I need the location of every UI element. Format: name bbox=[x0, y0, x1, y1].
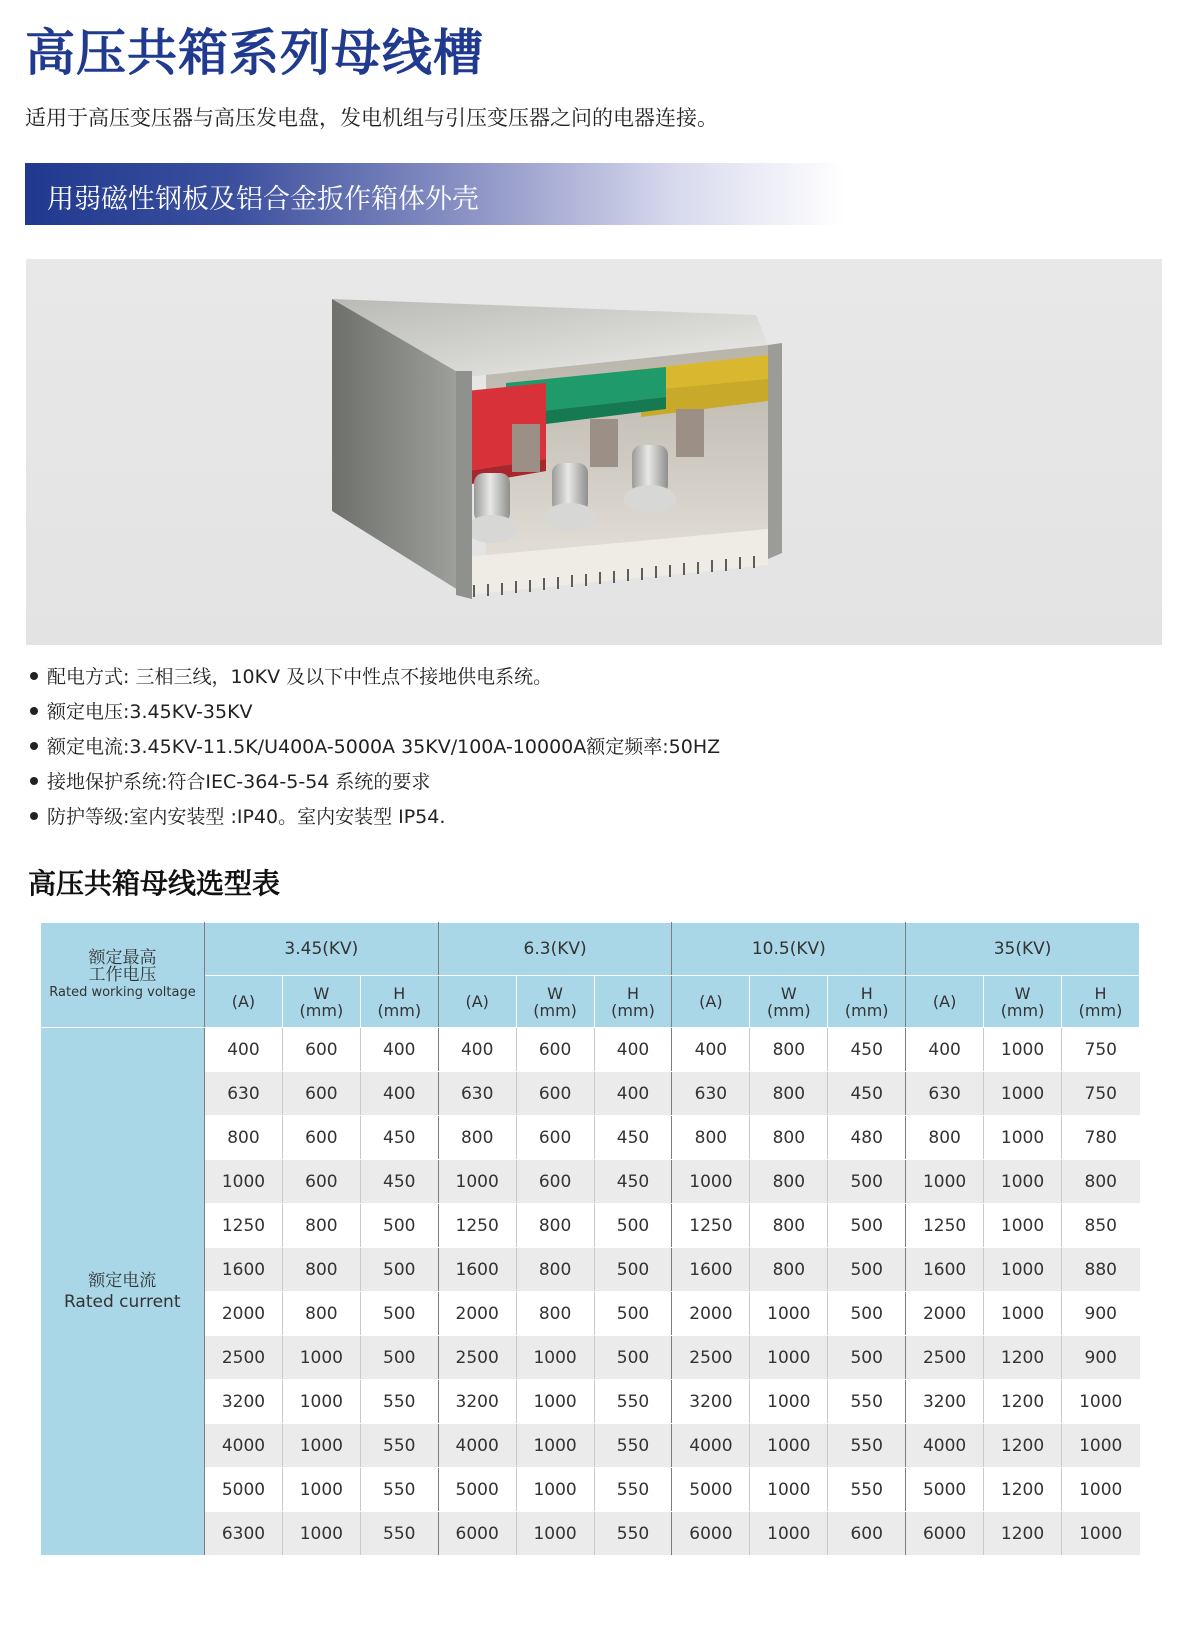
table-cell: 5000 bbox=[672, 1468, 750, 1512]
table-cell: 600 bbox=[516, 1116, 594, 1160]
table-cell: 1000 bbox=[282, 1336, 360, 1380]
table-cell: 1250 bbox=[672, 1204, 750, 1248]
table-cell: 2500 bbox=[672, 1336, 750, 1380]
table-cell: 550 bbox=[828, 1380, 906, 1424]
table-row bbox=[41, 1072, 1140, 1116]
table-cell: 1000 bbox=[1061, 1380, 1139, 1424]
table-cell: 800 bbox=[750, 1028, 828, 1072]
table-cell: 850 bbox=[1061, 1204, 1139, 1248]
table-cell: 630 bbox=[205, 1072, 283, 1116]
table-cell: 450 bbox=[828, 1028, 906, 1072]
table-cell: 400 bbox=[360, 1072, 438, 1116]
table-cell: 400 bbox=[360, 1028, 438, 1072]
table-cell: 800 bbox=[750, 1204, 828, 1248]
table-cell: 550 bbox=[594, 1424, 672, 1468]
busbar-enclosure-illustration bbox=[26, 259, 1162, 645]
table-cell: 500 bbox=[594, 1336, 672, 1380]
subheader-top: W bbox=[1014, 983, 1031, 1003]
spec-item bbox=[30, 800, 720, 835]
column-subheader bbox=[360, 976, 438, 1028]
table-row bbox=[41, 1028, 1140, 1072]
table-cell: 800 bbox=[516, 1204, 594, 1248]
table-cell: 880 bbox=[1061, 1248, 1139, 1292]
table-cell: 800 bbox=[282, 1292, 360, 1336]
spec-item bbox=[30, 730, 720, 765]
table-cell: 3200 bbox=[438, 1380, 516, 1424]
table-row bbox=[41, 1424, 1140, 1468]
table-cell: 450 bbox=[594, 1160, 672, 1204]
table-row bbox=[41, 1204, 1140, 1248]
table-row bbox=[41, 1116, 1140, 1160]
section-banner bbox=[25, 163, 845, 225]
column-subheader bbox=[984, 976, 1062, 1028]
table-cell: 400 bbox=[205, 1028, 283, 1072]
spec-item bbox=[30, 765, 720, 800]
page-title: 高压共箱系列母线槽 bbox=[25, 24, 484, 82]
table-cell: 1000 bbox=[516, 1380, 594, 1424]
subheader-top: W bbox=[313, 983, 330, 1003]
spec-text: 接地保护系统:符合IEC-364-5-54 系统的要求 bbox=[47, 771, 431, 793]
table-cell: 600 bbox=[516, 1160, 594, 1204]
table-cell: 2000 bbox=[672, 1292, 750, 1336]
table-cell: 1200 bbox=[984, 1336, 1062, 1380]
table-cell: 3200 bbox=[672, 1380, 750, 1424]
column-subheader bbox=[828, 976, 906, 1028]
table-cell: 1000 bbox=[750, 1380, 828, 1424]
subheader-unit: (mm) bbox=[1000, 1000, 1045, 1020]
table-cell: 6000 bbox=[906, 1512, 984, 1556]
row-header-line1: 额定电流 bbox=[88, 1270, 157, 1291]
table-cell: 1000 bbox=[1061, 1424, 1139, 1468]
bullet-icon bbox=[30, 672, 38, 680]
spec-text: 防护等级:室内安装型 :IP40。室内安装型 IP54. bbox=[47, 806, 446, 828]
subheader-unit: (mm) bbox=[377, 1000, 422, 1020]
table-cell: 500 bbox=[828, 1248, 906, 1292]
table-cell: 900 bbox=[1061, 1336, 1139, 1380]
banner-text: 用弱磁性钢板及铝合金扳作箱体外壳 bbox=[47, 184, 479, 215]
table-cell: 400 bbox=[594, 1072, 672, 1116]
table-cell: 1000 bbox=[750, 1468, 828, 1512]
subheader-top: H bbox=[860, 983, 873, 1003]
table-cell: 800 bbox=[282, 1204, 360, 1248]
table-cell: 800 bbox=[1061, 1160, 1139, 1204]
column-subheader bbox=[672, 976, 750, 1028]
table-cell: 2500 bbox=[205, 1336, 283, 1380]
table-cell: 2500 bbox=[906, 1336, 984, 1380]
subheader-unit: (mm) bbox=[611, 1000, 655, 1020]
table-cell: 1600 bbox=[438, 1248, 516, 1292]
table-cell: 900 bbox=[1061, 1292, 1139, 1336]
subheader-unit: (mm) bbox=[766, 1000, 811, 1020]
subheader-unit: (mm) bbox=[533, 1000, 577, 1020]
table-cell: 1200 bbox=[984, 1424, 1062, 1468]
voltage-group-header: 3.45(KV) bbox=[205, 923, 439, 976]
table-cell: 500 bbox=[360, 1292, 438, 1336]
table-cell: 1000 bbox=[438, 1160, 516, 1204]
table-cell: 600 bbox=[828, 1512, 906, 1556]
subheader-unit: (mm) bbox=[844, 1000, 889, 1020]
spec-text: 额定电流:3.45KV-11.5K/U400A-5000A 35KV/100A-10000A额定频率:50HZ bbox=[47, 736, 721, 758]
table-cell: 1000 bbox=[1061, 1512, 1139, 1556]
table-cell: 800 bbox=[750, 1116, 828, 1160]
table-cell: 630 bbox=[906, 1072, 984, 1116]
table-cell: 6300 bbox=[205, 1512, 283, 1556]
table-cell: 1250 bbox=[906, 1204, 984, 1248]
table-cell: 5000 bbox=[906, 1468, 984, 1512]
table-cell: 1000 bbox=[282, 1512, 360, 1556]
table-cell: 550 bbox=[360, 1380, 438, 1424]
table-cell: 5000 bbox=[205, 1468, 283, 1512]
table-cell: 3200 bbox=[906, 1380, 984, 1424]
table-cell: 600 bbox=[516, 1028, 594, 1072]
subheader-row bbox=[41, 976, 1140, 1028]
table-cell: 800 bbox=[516, 1248, 594, 1292]
table-cell: 630 bbox=[438, 1072, 516, 1116]
table-cell: 1000 bbox=[750, 1292, 828, 1336]
selection-table bbox=[40, 922, 1140, 1556]
table-cell: 1200 bbox=[984, 1512, 1062, 1556]
table-cell: 800 bbox=[672, 1116, 750, 1160]
table-cell: 450 bbox=[594, 1116, 672, 1160]
table-cell: 1000 bbox=[516, 1424, 594, 1468]
table-cell: 500 bbox=[360, 1336, 438, 1380]
table-cell: 500 bbox=[360, 1248, 438, 1292]
table-cell: 1250 bbox=[438, 1204, 516, 1248]
table-cell: 1000 bbox=[984, 1116, 1062, 1160]
table-cell: 800 bbox=[906, 1116, 984, 1160]
table-cell: 1600 bbox=[672, 1248, 750, 1292]
table-cell: 500 bbox=[828, 1292, 906, 1336]
table-cell: 500 bbox=[360, 1204, 438, 1248]
table-cell: 3200 bbox=[205, 1380, 283, 1424]
table-cell: 400 bbox=[906, 1028, 984, 1072]
subheader-top: (A) bbox=[699, 992, 723, 1011]
table-cell: 1000 bbox=[906, 1160, 984, 1204]
table-cell: 800 bbox=[438, 1116, 516, 1160]
column-subheader bbox=[282, 976, 360, 1028]
column-subheader bbox=[750, 976, 828, 1028]
column-subheader bbox=[205, 976, 283, 1028]
table-cell: 450 bbox=[828, 1072, 906, 1116]
table-cell: 2500 bbox=[438, 1336, 516, 1380]
table-cell: 800 bbox=[750, 1072, 828, 1116]
bullet-icon bbox=[30, 812, 38, 820]
table-cell: 1000 bbox=[984, 1028, 1062, 1072]
table-cell: 1200 bbox=[984, 1380, 1062, 1424]
column-subheader bbox=[594, 976, 672, 1028]
table-cell: 1600 bbox=[906, 1248, 984, 1292]
product-photo bbox=[26, 259, 1162, 645]
column-subheader bbox=[906, 976, 984, 1028]
table-cell: 1000 bbox=[984, 1160, 1062, 1204]
table-corner-header bbox=[41, 923, 205, 1028]
table-cell: 2000 bbox=[906, 1292, 984, 1336]
page-subtitle: 适用于高压变压器与高压发电盘，发电机组与引压变压器之问的电器连接。 bbox=[25, 106, 718, 130]
subheader-top: H bbox=[626, 983, 639, 1003]
subheader-top: H bbox=[1094, 983, 1107, 1003]
table-cell: 1000 bbox=[282, 1424, 360, 1468]
table-cell: 600 bbox=[282, 1028, 360, 1072]
spec-text: 配电方式: 三相三线，10KV 及以下中性点不接地供电系统。 bbox=[47, 666, 553, 688]
table-cell: 1000 bbox=[984, 1248, 1062, 1292]
table-cell: 4000 bbox=[672, 1424, 750, 1468]
table-cell: 600 bbox=[282, 1116, 360, 1160]
table-cell: 1000 bbox=[1061, 1468, 1139, 1512]
table-cell: 500 bbox=[594, 1248, 672, 1292]
table-cell: 800 bbox=[516, 1292, 594, 1336]
table-cell: 780 bbox=[1061, 1116, 1139, 1160]
table-cell: 800 bbox=[750, 1160, 828, 1204]
table-cell: 550 bbox=[360, 1424, 438, 1468]
table-cell: 500 bbox=[594, 1292, 672, 1336]
table-cell: 1250 bbox=[205, 1204, 283, 1248]
table-row bbox=[41, 1468, 1140, 1512]
table-cell: 400 bbox=[672, 1028, 750, 1072]
table-cell: 750 bbox=[1061, 1072, 1139, 1116]
corner-line1: 额定最高 bbox=[88, 947, 157, 968]
table-cell: 1000 bbox=[984, 1292, 1062, 1336]
spec-item bbox=[30, 660, 720, 695]
voltage-group-header: 6.3(KV) bbox=[438, 923, 672, 976]
table-cell: 1000 bbox=[205, 1160, 283, 1204]
table-body bbox=[41, 1028, 1140, 1556]
table-cell: 1200 bbox=[984, 1468, 1062, 1512]
subheader-top: W bbox=[547, 983, 563, 1003]
table-cell: 600 bbox=[516, 1072, 594, 1116]
table-cell: 4000 bbox=[205, 1424, 283, 1468]
table-cell: 2000 bbox=[438, 1292, 516, 1336]
table-cell: 800 bbox=[750, 1248, 828, 1292]
subheader-unit: (mm) bbox=[299, 1000, 344, 1020]
table-cell: 400 bbox=[594, 1028, 672, 1072]
table-row bbox=[41, 1248, 1140, 1292]
table-title: 高压共箱母线选型表 bbox=[28, 867, 281, 900]
table-cell: 1000 bbox=[750, 1512, 828, 1556]
table-cell: 500 bbox=[828, 1336, 906, 1380]
table-cell: 4000 bbox=[906, 1424, 984, 1468]
subheader-top: (A) bbox=[231, 992, 256, 1011]
table-row bbox=[41, 1336, 1140, 1380]
table-cell: 1600 bbox=[205, 1248, 283, 1292]
table-cell: 6000 bbox=[438, 1512, 516, 1556]
table-cell: 2000 bbox=[205, 1292, 283, 1336]
subheader-top: (A) bbox=[932, 992, 957, 1011]
table-cell: 550 bbox=[594, 1380, 672, 1424]
column-subheader bbox=[1061, 976, 1139, 1028]
table-cell: 550 bbox=[360, 1512, 438, 1556]
row-header-line2: Rated current bbox=[63, 1291, 181, 1312]
table-cell: 1000 bbox=[984, 1072, 1062, 1116]
table-cell: 1000 bbox=[516, 1512, 594, 1556]
table-cell: 630 bbox=[672, 1072, 750, 1116]
table-row bbox=[41, 1380, 1140, 1424]
corner-line2: 工作电压 bbox=[88, 964, 157, 985]
spec-list bbox=[30, 660, 720, 835]
table-row bbox=[41, 1292, 1140, 1336]
spec-item bbox=[30, 695, 720, 730]
table-cell: 800 bbox=[205, 1116, 283, 1160]
table-cell: 400 bbox=[438, 1028, 516, 1072]
table-cell: 750 bbox=[1061, 1028, 1139, 1072]
table-cell: 6000 bbox=[672, 1512, 750, 1556]
bullet-icon bbox=[30, 707, 38, 715]
table-cell: 550 bbox=[360, 1468, 438, 1512]
table-cell: 1000 bbox=[516, 1468, 594, 1512]
subheader-top: (A) bbox=[465, 992, 489, 1011]
table-cell: 450 bbox=[360, 1116, 438, 1160]
spec-text: 额定电压:3.45KV-35KV bbox=[47, 701, 253, 723]
table-row bbox=[41, 1512, 1140, 1556]
table-cell: 550 bbox=[594, 1468, 672, 1512]
table-cell: 1000 bbox=[516, 1336, 594, 1380]
table-cell: 600 bbox=[282, 1072, 360, 1116]
subheader-unit: (mm) bbox=[1078, 1000, 1123, 1020]
table-cell: 500 bbox=[828, 1160, 906, 1204]
table-cell: 1000 bbox=[750, 1424, 828, 1468]
subheader-top: H bbox=[393, 983, 406, 1003]
table-cell: 550 bbox=[828, 1424, 906, 1468]
bullet-icon bbox=[30, 742, 38, 750]
table-cell: 500 bbox=[594, 1204, 672, 1248]
table-cell: 5000 bbox=[438, 1468, 516, 1512]
table-cell: 550 bbox=[828, 1468, 906, 1512]
column-subheader bbox=[438, 976, 516, 1028]
table-cell: 450 bbox=[360, 1160, 438, 1204]
table-cell: 600 bbox=[282, 1160, 360, 1204]
table-cell: 550 bbox=[594, 1512, 672, 1556]
voltage-group-header: 35(KV) bbox=[906, 923, 1140, 976]
table-cell: 1000 bbox=[984, 1204, 1062, 1248]
table-row bbox=[41, 1160, 1140, 1204]
table-cell: 4000 bbox=[438, 1424, 516, 1468]
table-cell: 1000 bbox=[282, 1468, 360, 1512]
row-header-rated-current bbox=[41, 1028, 205, 1556]
table-cell: 480 bbox=[828, 1116, 906, 1160]
table-cell: 1000 bbox=[282, 1380, 360, 1424]
table-cell: 1000 bbox=[750, 1336, 828, 1380]
voltage-group-header: 10.5(KV) bbox=[672, 923, 906, 976]
column-subheader bbox=[516, 976, 594, 1028]
bullet-icon bbox=[30, 777, 38, 785]
corner-line3: Rated working voltage bbox=[49, 984, 196, 1000]
table-cell: 500 bbox=[828, 1204, 906, 1248]
table-cell: 1000 bbox=[672, 1160, 750, 1204]
table-cell: 800 bbox=[282, 1248, 360, 1292]
subheader-top: W bbox=[780, 983, 797, 1003]
